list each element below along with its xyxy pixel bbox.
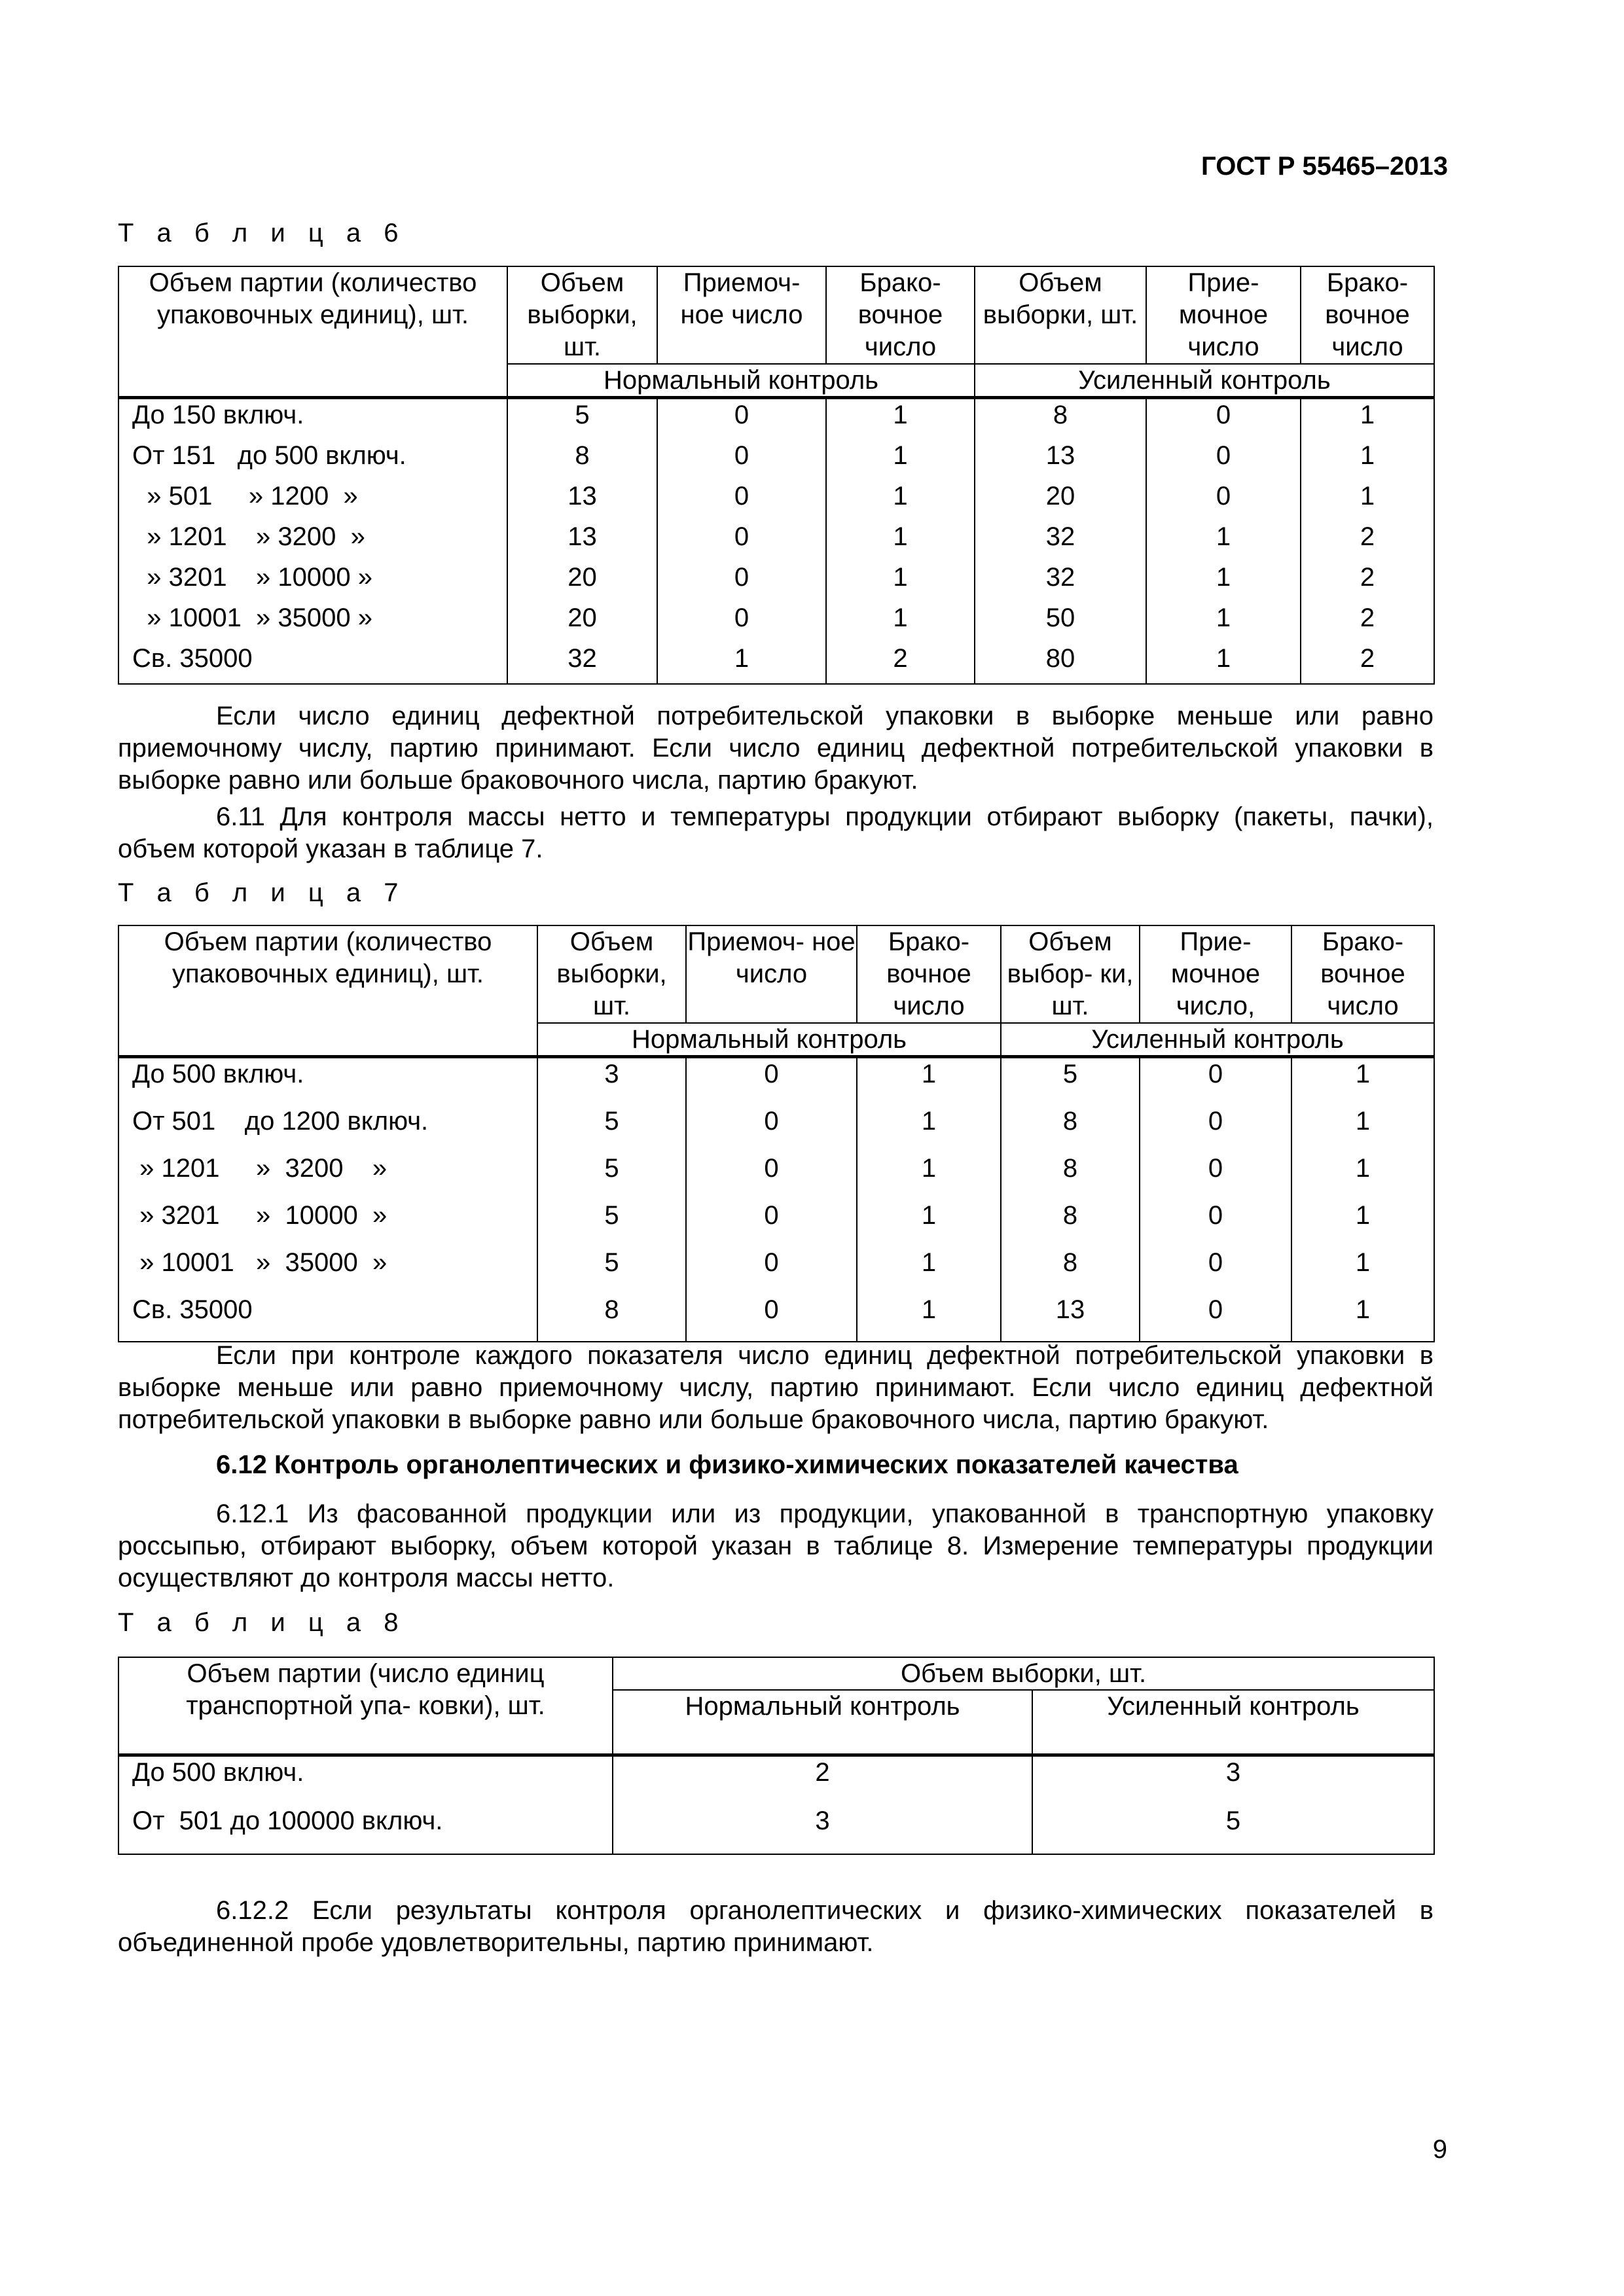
value-cell: 13 [975, 440, 1146, 480]
row-label-cell: » 501 » 1200 » [118, 480, 507, 521]
table-row [118, 562, 1434, 602]
row-label-cell: От 501 до 100000 включ. [118, 1805, 613, 1854]
table6-header-accept-normal: Приемоч- ное число [657, 266, 826, 364]
table7-header-sample-normal: Объем выборки, шт. [537, 925, 686, 1023]
table7-header-lot-size: Объем партии (количество упаковочных единиц), шт. [118, 925, 537, 1057]
value-cell: 0 [1146, 480, 1301, 521]
value-cell: 0 [1146, 398, 1301, 440]
table7-header-reject-normal: Брако- вочное число [857, 925, 1001, 1023]
table-row [118, 480, 1434, 521]
value-cell: 1 [826, 521, 975, 562]
value-cell: 1 [857, 1105, 1001, 1153]
value-cell: 3 [537, 1057, 686, 1106]
table6-body [118, 398, 1434, 685]
table-row [118, 521, 1434, 562]
value-cell: 1 [857, 1294, 1001, 1342]
table8-label: Т а б л и ц а 8 [118, 1608, 406, 1637]
value-cell: 1 [1291, 1247, 1434, 1294]
value-cell: 0 [657, 440, 826, 480]
table6-header-reject-normal: Брако- вочное число [826, 266, 975, 364]
table6 [118, 266, 1435, 685]
row-label-cell: » 1201 » 3200 » [118, 1153, 537, 1200]
value-cell: 5 [537, 1200, 686, 1247]
value-cell: 20 [507, 562, 657, 602]
value-cell: 2 [826, 643, 975, 684]
table6-header-reject-tight: Брако- вочное число [1301, 266, 1434, 364]
table6-group-normal: Нормальный контроль [507, 364, 975, 398]
paragraph-6-12-1: 6.12.1 Из фасованной продукции или из продукции, упакованной в транспортную упаковку россыпью, отбирают выборку, объем которой указан в таблице 8. Измерение температуры продукции осуществляют до контроля массы нетто. [118, 1499, 1434, 1592]
row-label-cell: Св. 35000 [118, 1294, 537, 1342]
value-cell: 1 [1301, 480, 1434, 521]
value-cell: 3 [1032, 1755, 1434, 1806]
value-cell: 50 [975, 602, 1146, 643]
value-cell: 3 [613, 1805, 1032, 1854]
value-cell: 1 [1146, 521, 1301, 562]
row-label-cell: До 500 включ. [118, 1057, 537, 1106]
table7-label: Т а б л и ц а 7 [118, 878, 406, 907]
table-row [118, 398, 1434, 440]
value-cell: 1 [857, 1057, 1001, 1106]
row-label-cell: » 3201 » 10000 » [118, 1200, 537, 1247]
value-cell: 1 [1301, 440, 1434, 480]
value-cell: 1 [826, 398, 975, 440]
value-cell: 20 [507, 602, 657, 643]
value-cell: 5 [537, 1153, 686, 1200]
table6-header-accept-tight: Прие- мочное число [1146, 266, 1301, 364]
value-cell: 0 [686, 1200, 857, 1247]
value-cell: 1 [826, 602, 975, 643]
value-cell: 1 [1291, 1294, 1434, 1342]
table-row [118, 643, 1434, 684]
table8-header-lot-size: Объем партии (число единиц транспортной упа- ковки), шт. [118, 1657, 613, 1755]
value-cell: 20 [975, 480, 1146, 521]
value-cell: 8 [1001, 1247, 1140, 1294]
section-heading-6-12: 6.12 Контроль органолептических и физико-химических показателей качества [216, 1450, 1238, 1479]
value-cell: 0 [686, 1057, 857, 1106]
table-row [118, 1755, 1434, 1806]
value-cell: 13 [507, 480, 657, 521]
table7-header-accept-tight: Прие- мочное число, [1140, 925, 1291, 1023]
table-row [118, 1805, 1434, 1854]
value-cell: 0 [1140, 1057, 1291, 1106]
value-cell: 1 [1146, 602, 1301, 643]
table8-body [118, 1755, 1434, 1855]
value-cell: 0 [1140, 1153, 1291, 1200]
value-cell: 0 [686, 1247, 857, 1294]
value-cell: 5 [1032, 1805, 1434, 1854]
table8-group-sample-size: Объем выборки, шт. [613, 1657, 1434, 1690]
value-cell: 1 [1301, 398, 1434, 440]
value-cell: 1 [826, 562, 975, 602]
paragraph-acceptance-rule-1: Если число единиц дефектной потребительской упаковки в выборке меньше или равно приемочному числу, партию принимают. Если число единиц дефектной потребительской упаковки в выборке равно или больше браковочного числа, партию бракуют. [118, 702, 1434, 795]
value-cell: 2 [1301, 643, 1434, 684]
value-cell: 0 [686, 1294, 857, 1342]
value-cell: 1 [1146, 643, 1301, 684]
table-row [118, 1294, 1434, 1342]
table6-header-sample-tight: Объем выборки, шт. [975, 266, 1146, 364]
value-cell: 2 [1301, 602, 1434, 643]
value-cell: 1 [1146, 562, 1301, 602]
value-cell: 5 [507, 398, 657, 440]
table6-header-sample-normal: Объем выборки, шт. [507, 266, 657, 364]
value-cell: 0 [1146, 440, 1301, 480]
value-cell: 0 [657, 521, 826, 562]
value-cell: 0 [657, 480, 826, 521]
value-cell: 0 [657, 562, 826, 602]
table6-label: Т а б л и ц а 6 [118, 219, 406, 247]
value-cell: 0 [1140, 1247, 1291, 1294]
value-cell: 1 [857, 1247, 1001, 1294]
value-cell: 0 [1140, 1105, 1291, 1153]
page-number: 9 [1432, 2135, 1447, 2164]
table7 [118, 925, 1435, 1342]
table8-header-normal: Нормальный контроль [613, 1690, 1032, 1755]
table6-header-lot-size: Объем партии (количество упаковочных единиц), шт. [118, 266, 507, 398]
row-label-cell: » 3201 » 10000 » [118, 562, 507, 602]
value-cell: 5 [537, 1105, 686, 1153]
value-cell: 8 [507, 440, 657, 480]
value-cell: 8 [975, 398, 1146, 440]
value-cell: 80 [975, 643, 1146, 684]
table7-header-reject-tight: Брако- вочное число [1291, 925, 1434, 1023]
table-row [118, 1153, 1434, 1200]
value-cell: 1 [657, 643, 826, 684]
row-label-cell: До 150 включ. [118, 398, 507, 440]
table8-header-tight: Усиленный контроль [1032, 1690, 1434, 1755]
value-cell: 1 [826, 440, 975, 480]
value-cell: 0 [686, 1105, 857, 1153]
table7-body [118, 1057, 1434, 1342]
table7-group-tight: Усиленный контроль [1001, 1023, 1434, 1057]
paragraph-6-11: 6.11 Для контроля массы нетто и температуры продукции отбирают выборку (пакеты, пачки), объем которой указан в таблице 7. [118, 802, 1434, 863]
value-cell: 8 [537, 1294, 686, 1342]
value-cell: 1 [857, 1153, 1001, 1200]
row-label-cell: » 10001 » 35000 » [118, 602, 507, 643]
value-cell: 8 [1001, 1105, 1140, 1153]
value-cell: 0 [1140, 1294, 1291, 1342]
value-cell: 0 [657, 398, 826, 440]
table-row [118, 1105, 1434, 1153]
table7-header-accept-normal: Приемоч- ное число [686, 925, 857, 1023]
value-cell: 2 [1301, 562, 1434, 602]
value-cell: 0 [657, 602, 826, 643]
value-cell: 8 [1001, 1200, 1140, 1247]
value-cell: 1 [1291, 1105, 1434, 1153]
value-cell: 8 [1001, 1153, 1140, 1200]
table7-group-normal: Нормальный контроль [537, 1023, 1001, 1057]
value-cell: 1 [857, 1200, 1001, 1247]
paragraph-6-12-2: 6.12.2 Если результаты контроля органолептических и физико-химических показателей в объединенной пробе удовлетворительны, партию принимают. [118, 1896, 1434, 1957]
value-cell: 1 [1291, 1153, 1434, 1200]
row-label-cell: Св. 35000 [118, 643, 507, 684]
value-cell: 5 [1001, 1057, 1140, 1106]
value-cell: 0 [686, 1153, 857, 1200]
value-cell: 1 [826, 480, 975, 521]
table-row [118, 1200, 1434, 1247]
value-cell: 2 [1301, 521, 1434, 562]
document-header: ГОСТ Р 55465–2013 [1201, 152, 1448, 181]
paragraph-acceptance-rule-2: Если при контроле каждого показателя число единиц дефектной потребительской упаковки в выборке меньше или равно приемочному числу, партию принимают. Если число единиц дефектной потребительской упаковки в выборке равно или больше браковочного числа, партию бракуют. [118, 1341, 1434, 1434]
value-cell: 32 [975, 562, 1146, 602]
table7-header-sample-tight: Объем выбор- ки, шт. [1001, 925, 1140, 1023]
table6-group-tight: Усиленный контроль [975, 364, 1434, 398]
row-label-cell: От 151 до 500 включ. [118, 440, 507, 480]
value-cell: 32 [975, 521, 1146, 562]
row-label-cell: От 501 до 1200 включ. [118, 1105, 537, 1153]
row-label-cell: » 10001 » 35000 » [118, 1247, 537, 1294]
value-cell: 0 [1140, 1200, 1291, 1247]
table-row [118, 440, 1434, 480]
table-row [118, 1057, 1434, 1106]
table-row [118, 602, 1434, 643]
value-cell: 13 [1001, 1294, 1140, 1342]
row-label-cell: » 1201 » 3200 » [118, 521, 507, 562]
table-row [118, 1247, 1434, 1294]
value-cell: 13 [507, 521, 657, 562]
value-cell: 5 [537, 1247, 686, 1294]
row-label-cell: До 500 включ. [118, 1755, 613, 1806]
table8 [118, 1657, 1435, 1855]
value-cell: 1 [1291, 1057, 1434, 1106]
value-cell: 2 [613, 1755, 1032, 1806]
value-cell: 32 [507, 643, 657, 684]
value-cell: 1 [1291, 1200, 1434, 1247]
